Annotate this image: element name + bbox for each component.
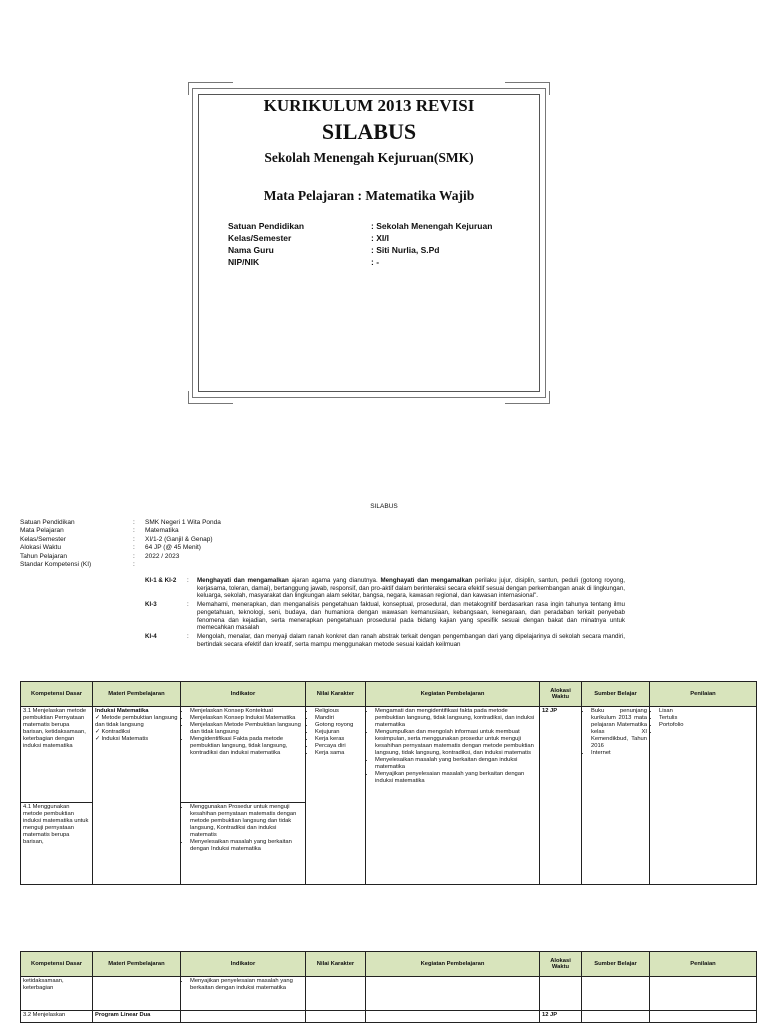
- cover-info-row: Nama Guru : Siti Nurlia, S.Pd: [228, 245, 440, 255]
- cover-info-row: Satuan Pendidikan : Sekolah Menengah Kejuruan: [228, 221, 493, 231]
- table-header: Kompetensi Dasar Materi Pembelajaran Indikator Nilai Karakter Kegiatan Pembelajaran Alokasi Waktu Sumber Belajar Penilaian: [21, 682, 757, 707]
- core-competencies: [145, 577, 625, 649]
- table-row: 4.1 Menggunakan metode pembuktian induksi matematika untuk menguji pernyataan matematis berupa barisan, • Menggunakan Prosedur untuk menguji kesahihan pernyataan matematis dengan metode pembuktian langsung dan tidak langsung, Kontradiksi dan induksi matematis • Menyelesaikan masalah yang berkaitan dengan Induksi matematika: [21, 803, 757, 885]
- ki-row: KI-4 : Mengolah, menalar, dan menyaji dalam ranah konkret dan ranah abstrak terkait dengan pengembangan dari yang dipelajarinya di sekolah secara mandiri, bertindak secara efektif dan kreatif, serta mampu menggunakan metode sesuai kaidah keilmuan: [145, 632, 625, 648]
- cover-info: [228, 221, 492, 269]
- table-row: ketidaksamaan, keterbagian • Menyajikan penyelesaian masalah yang berkaitan dengan induksi matematika: [21, 977, 757, 1011]
- ki-row: KI-1 & KI-2 : Menghayati dan mengamalkan ajaran agama yang dianutnya. Menghayati dan mengamalkan perilaku jujur, disiplin, santun, peduli (gotong royong, kerjasama, toleran, damai), bertanggung jawab, responsif, dan pro-aktif dalam berinteraksi secara efektif sesuai dengan perkembangan anak di lingkungan, keluarga, sekolah, masyarakat dan lingkungan alam sekitar, bangsa, negara, kawasan regional, dan kawasan internasional".: [145, 577, 626, 600]
- ki-row: KI-3 : Memahami, menerapkan, dan menganalisis pengetahuan faktual, konseptual, prosedural, dan metakognitif berdasarkan rasa ingin tahunya tentang ilmu pengetahuan, teknologi, seni, budaya, dan humaniora dengan wawasan kemanusiaan, kebangsaan, kenegaraan, dan peradaban terkait penyebab fenomena dan kejadian, serta menerapkan pengetahuan prosedural pada bidang kajian yang spesifik sesuai dengan bakat dan minatnya untuk memecahkan masalah: [145, 601, 625, 632]
- school-type: Sekolah Menengah Kejuruan(SMK): [264, 150, 474, 165]
- cover-info-row: NIP/NIK : -: [228, 257, 380, 267]
- syllabus-meta: Satuan Pendidikan : SMK Negeri 1 Wita Ponda Mata Pelajaran : Matematika Kelas/Semester : XI/1-2 (Ganjil & Genap) Alokasi Waktu : 64 JP (@ 45 Menit) Tahun Pelajaran : 2022 / 2023 Standar Kompetensi (KI) :: [20, 519, 221, 569]
- table-row: 3.1 Menjelaskan metode pembuktian Pernyataan matematis berupa barisan, ketidaksamaan, keterbagian dengan induksi matematika Induksi Matematika ✓ Metode pembuktian langsung dan tidak langsung ✓ Kontradiksi ✓ Induksi Matematis • Menjelaskan Konsep Kontektual • Menjelaskan Konsep Induksi Matematika • Menjelaskan Metode Pembuktian langsung dan tidak langsung • Mengidentifikasi Fakta pada metode pembuktian langsung, tidak langsung, kontradiksi dan induksi matematika • Religious • Mandiri • Gotong royong • Kejujuran • Kerja keras • Percaya diri • Kerja sama • Mengamati dan mengidentifikasi fakta pada metode pembuktian langsung, tidak langsung, kontradiksi, dan induksi matematika • Mengumpulkan dan mengolah informasi untuk membuat kesimpulan, serta menggunakan prosedur untuk menguji kesahihan pernyataan matematis dengan metode pembuktian langsung, tidak langsung, kontradiksi, dan induksi matematis • Menyelesaikan masalah yang berkaitan dengan induksi matematika • Menyajikan penyelesaian masalah yang berkaitan dengan induksi matematika 12 JP • Buku penunjang kurikulum 2013 mata pelajaran Matematika kelas XI Kemendikbud, Tahun 2016 • Internet • Lisan • Tertulis • Portofolio •: [21, 707, 757, 803]
- table-header: Kompetensi Dasar Materi Pembelajaran Indikator Nilai Karakter Kegiatan Pembelajaran Alokasi Waktu Sumber Belajar Penilaian: [21, 952, 757, 977]
- cover-title: SILABUS: [321, 119, 417, 144]
- cover-info-row: Kelas/Semester : XI/I: [228, 233, 389, 243]
- syllabus-table-continued: [20, 951, 757, 1023]
- page-title: SILABUS: [370, 503, 398, 510]
- subject-heading: Mata Pelajaran : Matematika Wajib: [263, 188, 475, 203]
- table-row: 3.2 Menjelaskan Program Linear Dua 12 JP: [21, 1011, 757, 1023]
- curriculum-heading: KURIKULUM 2013 REVISI: [263, 96, 475, 115]
- syllabus-table: [20, 681, 757, 885]
